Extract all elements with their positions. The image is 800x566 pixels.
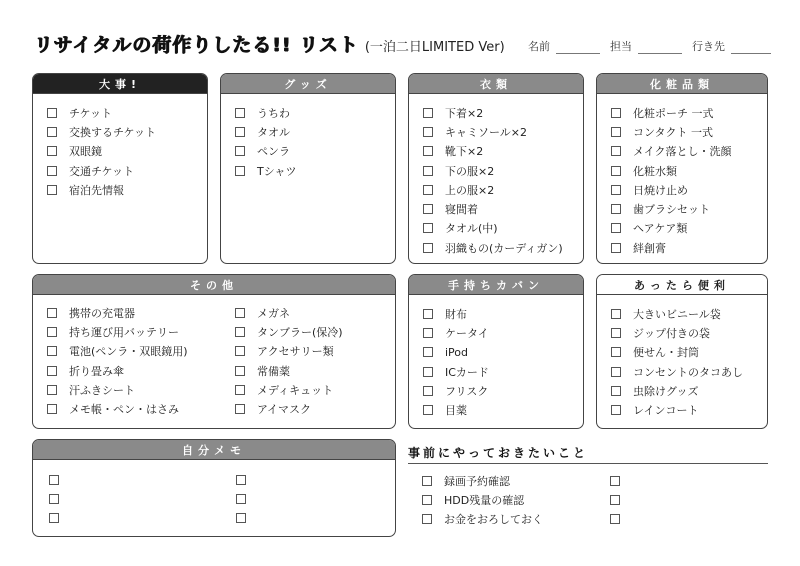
list-item xyxy=(422,510,543,529)
todo-title: 事前にやっておきたいこと xyxy=(408,446,589,460)
section-sonota-title: その他 xyxy=(33,275,395,295)
checkbox[interactable] xyxy=(423,386,433,396)
item-label: ヘアケア類 xyxy=(633,222,688,236)
item-label: 目薬 xyxy=(445,404,467,418)
checkbox[interactable] xyxy=(49,494,59,504)
list-item xyxy=(611,400,767,419)
list-item xyxy=(423,238,583,257)
list-item xyxy=(235,122,395,141)
checkbox[interactable] xyxy=(610,514,620,524)
section-sonota xyxy=(32,274,396,429)
list-item xyxy=(610,471,632,490)
item-label: キャミソール×2 xyxy=(445,125,527,139)
item-label: 宿泊先情報 xyxy=(69,183,124,197)
section-daiji-title: 大事! xyxy=(33,74,207,94)
list-item xyxy=(47,322,188,341)
item-label: ペンラ xyxy=(257,145,290,159)
item-label: iPod xyxy=(445,345,469,359)
list-item xyxy=(422,471,543,490)
list-item xyxy=(49,509,71,528)
checkbox[interactable] xyxy=(236,494,246,504)
checkbox[interactable] xyxy=(611,367,621,377)
checkbox[interactable] xyxy=(235,308,245,318)
section-keshou xyxy=(596,73,768,264)
item-label: うちわ xyxy=(257,106,290,120)
section-goods-title: グッズ xyxy=(221,74,395,94)
list-item xyxy=(47,399,188,418)
list-item xyxy=(423,381,583,400)
list-item xyxy=(611,219,767,238)
item-label: Tシャツ xyxy=(257,164,297,178)
item-label: HDD残量の確認 xyxy=(444,493,525,507)
todo-divider xyxy=(408,463,768,464)
item-label: レインコート xyxy=(633,404,699,418)
list-item xyxy=(611,362,767,381)
checkbox[interactable] xyxy=(611,243,621,253)
list-item xyxy=(423,343,583,362)
section-keshou-title: 化粧品類 xyxy=(597,74,767,94)
list-item xyxy=(235,103,395,122)
section-irui xyxy=(408,73,584,264)
checkbox[interactable] xyxy=(423,108,433,118)
list-item xyxy=(235,380,343,399)
item-label: 上の服×2 xyxy=(445,183,495,197)
checkbox[interactable] xyxy=(47,108,57,118)
destination-field[interactable] xyxy=(692,38,771,54)
item-label: フリスク xyxy=(445,384,489,398)
item-label: アクセサリー類 xyxy=(257,345,334,359)
list-item xyxy=(235,361,343,380)
checkbox[interactable] xyxy=(611,127,621,137)
checkbox[interactable] xyxy=(47,185,57,195)
checkbox[interactable] xyxy=(423,328,433,338)
list-item xyxy=(423,323,583,342)
checkbox[interactable] xyxy=(423,185,433,195)
list-item xyxy=(423,122,583,141)
name-field-line xyxy=(556,42,600,54)
item-label: 下の服×2 xyxy=(445,164,495,178)
list-item xyxy=(47,361,188,380)
page-title: リサイタルの荷作りしたる!! リスト xyxy=(34,34,359,56)
checkbox[interactable] xyxy=(47,346,57,356)
list-item xyxy=(423,142,583,161)
page-subtitle: (一泊二日LIMITED Ver) xyxy=(364,40,505,55)
item-label: 財布 xyxy=(445,307,467,321)
checkbox[interactable] xyxy=(235,404,245,414)
destination-field-label: 行き先 xyxy=(692,40,725,53)
list-item xyxy=(47,122,207,141)
checkbox[interactable] xyxy=(611,309,621,319)
item-label: 常備薬 xyxy=(257,364,290,378)
section-tekaban xyxy=(408,274,584,429)
item-label: タオル(中) xyxy=(445,222,498,236)
list-item xyxy=(235,142,395,161)
checkbox[interactable] xyxy=(47,166,57,176)
title-block xyxy=(34,30,505,57)
list-item xyxy=(235,322,343,341)
item-label: 交通チケット xyxy=(69,164,135,178)
list-item xyxy=(47,180,207,199)
checkbox[interactable] xyxy=(611,166,621,176)
checkbox[interactable] xyxy=(47,127,57,137)
section-benri xyxy=(596,274,768,429)
checkbox[interactable] xyxy=(611,223,621,233)
checkbox[interactable] xyxy=(611,328,621,338)
item-label: 交換するチケット xyxy=(69,125,157,139)
list-item xyxy=(47,103,207,122)
item-label: ジップ付きの袋 xyxy=(633,326,710,340)
item-label: 携帯の充電器 xyxy=(69,306,135,320)
checkbox[interactable] xyxy=(47,308,57,318)
checkbox[interactable] xyxy=(423,127,433,137)
checkbox[interactable] xyxy=(47,366,57,376)
checkbox[interactable] xyxy=(423,347,433,357)
item-label: 化粧ポーチ 一式 xyxy=(633,106,714,120)
checkbox[interactable] xyxy=(47,404,57,414)
item-label: メイク落とし・洗顔 xyxy=(633,145,732,159)
checkbox[interactable] xyxy=(235,127,245,137)
list-item xyxy=(610,510,632,529)
checkbox[interactable] xyxy=(236,513,246,523)
list-item xyxy=(47,142,207,161)
checkbox[interactable] xyxy=(423,367,433,377)
list-item xyxy=(236,509,258,528)
checkbox[interactable] xyxy=(47,327,57,337)
list-item xyxy=(611,304,767,323)
checkbox[interactable] xyxy=(611,386,621,396)
list-item xyxy=(423,103,583,122)
checkbox[interactable] xyxy=(423,166,433,176)
item-label: コンタクト 一式 xyxy=(633,125,714,139)
item-label: 羽織もの(カーディガン) xyxy=(445,241,563,255)
item-label: 便せん・封筒 xyxy=(633,346,699,360)
list-item xyxy=(423,161,583,180)
person-in-charge-field-line xyxy=(638,42,682,54)
item-label: ケータイ xyxy=(445,326,489,340)
checkbox[interactable] xyxy=(423,146,433,156)
checkbox[interactable] xyxy=(235,146,245,156)
list-item xyxy=(423,180,583,199)
section-tekaban-title: 手持ちカバン xyxy=(409,275,583,295)
checkbox[interactable] xyxy=(235,385,245,395)
item-label: コンセントのタコあし xyxy=(633,365,743,379)
list-item xyxy=(47,303,188,322)
list-item xyxy=(611,180,767,199)
checkbox[interactable] xyxy=(610,495,620,505)
item-label: アイマスク xyxy=(257,403,312,417)
checkbox[interactable] xyxy=(611,204,621,214)
item-label: 双眼鏡 xyxy=(69,145,102,159)
todo-list xyxy=(422,471,543,529)
checkbox[interactable] xyxy=(611,108,621,118)
item-label: 録画予約確認 xyxy=(444,474,510,488)
checkbox[interactable] xyxy=(422,495,432,505)
list-item xyxy=(49,470,71,489)
section-benri-title: あったら便利 xyxy=(597,275,767,295)
checkbox[interactable] xyxy=(423,309,433,319)
list-item xyxy=(236,470,258,489)
checkbox[interactable] xyxy=(611,185,621,195)
list-item xyxy=(235,303,343,322)
section-irui-title: 衣類 xyxy=(409,74,583,94)
checkbox[interactable] xyxy=(49,513,59,523)
list-item xyxy=(422,490,543,509)
item-label: 折り畳み傘 xyxy=(69,364,124,378)
name-field-label: 名前 xyxy=(528,40,550,53)
item-label: 絆創膏 xyxy=(633,241,666,255)
list-item xyxy=(423,400,583,419)
checkbox[interactable] xyxy=(423,223,433,233)
item-label: タンブラー(保冷) xyxy=(257,325,343,339)
list-item xyxy=(611,343,767,362)
person-in-charge-field-label: 担当 xyxy=(610,40,632,53)
list-item xyxy=(611,199,767,218)
checkbox[interactable] xyxy=(47,146,57,156)
list-item xyxy=(611,238,767,257)
list-item xyxy=(611,323,767,342)
item-label: ICカード xyxy=(445,365,489,379)
checkbox[interactable] xyxy=(235,346,245,356)
checkbox[interactable] xyxy=(47,385,57,395)
list-item xyxy=(235,399,343,418)
list-item xyxy=(611,142,767,161)
checkbox[interactable] xyxy=(611,146,621,156)
item-label: 寝間着 xyxy=(445,203,478,217)
item-label: 歯ブラシセット xyxy=(633,203,710,217)
checkbox[interactable] xyxy=(422,476,432,486)
item-label: 靴下×2 xyxy=(445,145,484,159)
person-in-charge-field[interactable] xyxy=(610,38,682,54)
destination-field-line xyxy=(731,42,771,54)
checkbox[interactable] xyxy=(423,204,433,214)
list-item xyxy=(235,161,395,180)
section-goods xyxy=(220,73,396,264)
item-label: 電池(ペンラ・双眼鏡用) xyxy=(69,345,188,359)
item-label: 化粧水類 xyxy=(633,164,677,178)
list-item xyxy=(611,161,767,180)
list-item xyxy=(236,489,258,508)
list-item xyxy=(47,342,188,361)
checkbox[interactable] xyxy=(235,166,245,176)
checkbox[interactable] xyxy=(49,475,59,485)
checkbox[interactable] xyxy=(235,327,245,337)
item-label: 汗ふきシート xyxy=(69,383,135,397)
checkbox[interactable] xyxy=(235,366,245,376)
checkbox[interactable] xyxy=(422,514,432,524)
list-item xyxy=(47,380,188,399)
checkbox[interactable] xyxy=(236,475,246,485)
list-item xyxy=(611,103,767,122)
checkbox[interactable] xyxy=(610,476,620,486)
item-label: 虫除けグッズ xyxy=(633,384,699,398)
section-memo xyxy=(32,439,396,537)
list-item xyxy=(611,381,767,400)
list-item xyxy=(423,199,583,218)
item-label: メガネ xyxy=(257,306,290,320)
name-field[interactable] xyxy=(528,38,600,54)
list-item xyxy=(423,362,583,381)
list-item xyxy=(610,490,632,509)
item-label: お金をおろしておく xyxy=(444,513,543,527)
list-item xyxy=(49,489,71,508)
checkbox[interactable] xyxy=(611,347,621,357)
section-daiji xyxy=(32,73,208,264)
checkbox[interactable] xyxy=(423,243,433,253)
section-memo-title: 自分メモ xyxy=(33,440,395,460)
list-item xyxy=(423,304,583,323)
checkbox[interactable] xyxy=(235,108,245,118)
item-label: チケット xyxy=(69,106,113,120)
list-item xyxy=(47,161,207,180)
checkbox[interactable] xyxy=(423,405,433,415)
item-label: 持ち運び用バッテリー xyxy=(69,325,179,339)
item-label: 日焼け止め xyxy=(633,183,688,197)
list-item xyxy=(235,342,343,361)
checkbox[interactable] xyxy=(611,405,621,415)
item-label: 大きいビニール袋 xyxy=(633,307,721,321)
list-item xyxy=(611,122,767,141)
list-item xyxy=(423,219,583,238)
item-label: 下着×2 xyxy=(445,106,484,120)
todo-list-extra xyxy=(610,471,632,529)
item-label: メディキュット xyxy=(257,383,334,397)
item-label: タオル xyxy=(257,125,290,139)
item-label: メモ帳・ペン・はさみ xyxy=(69,403,179,417)
